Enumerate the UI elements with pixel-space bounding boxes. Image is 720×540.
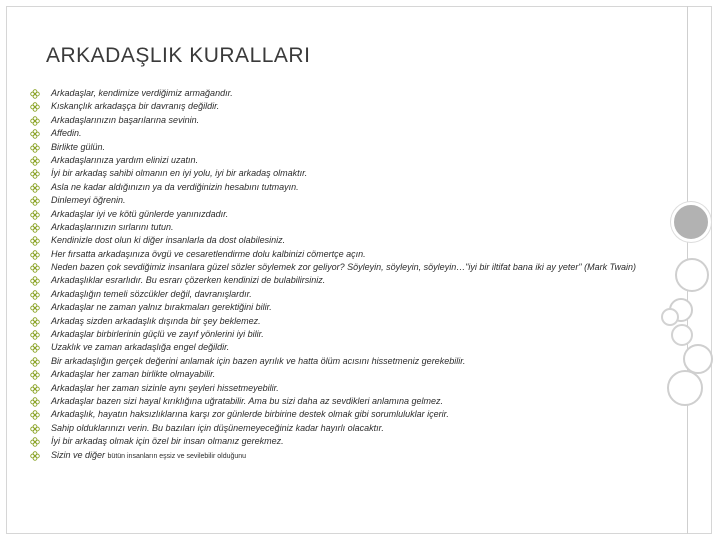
cross-flower-bullet-icon [30, 196, 40, 206]
rule-text: Arkadaşlar bazen sizi hayal kırıklığına uğratabilir. Ama bu sizi daha az sevdikleri anlamına gelmez. [51, 395, 444, 406]
rule-item [30, 317, 670, 329]
rule-item [30, 102, 670, 114]
rule-text: İyi bir arkadaş sahibi olmanın en iyi yolu, iyi bir arkadaş olmaktır. [51, 168, 308, 179]
rule-text: bütün insanların eşsiz ve sevilebilir olduğunu [107, 452, 247, 460]
decorative-circle [675, 258, 709, 292]
rule-text: Arkadaşlar iyi ve kötü günlerde yanınızdadır. [51, 208, 229, 219]
rule-item [30, 236, 670, 248]
cross-flower-bullet-icon [30, 156, 40, 166]
rule-item [30, 250, 670, 262]
rule-text: Arkadaşlık, hayatın haksızlıklarına karşı zor günlerde birbirine destek olmak gibi sorumluluklar içerir. [51, 409, 449, 420]
rule-item [30, 89, 670, 101]
cross-flower-bullet-icon [30, 451, 40, 461]
cross-flower-bullet-icon [30, 183, 40, 193]
slide-title: ARKADAŞLIK KURALLARI [46, 44, 311, 67]
rule-text: Sahip olduklarınızı verin. Bu bazıları için düşünemeyeceğiniz kadar hayırlı olacaktır. [51, 422, 384, 433]
cross-flower-bullet-icon [30, 303, 40, 313]
rule-item [30, 276, 670, 288]
cross-flower-bullet-icon [30, 343, 40, 353]
cross-flower-bullet-icon [30, 169, 40, 179]
rule-text: Arkadaşlar her zaman sizinle aynı şeyleri hissetmeyebilir. [51, 382, 279, 393]
rules-list [30, 89, 670, 464]
rule-text: Arkadaşlığın temeli sözcükler değil, davranışlardır. [51, 288, 252, 299]
rule-text: Arkadaşlarınıza yardım elinizi uzatın. [51, 154, 199, 165]
rule-item [30, 424, 670, 436]
decorative-circle [671, 202, 711, 242]
rule-item [30, 116, 670, 128]
rule-text: Arkadaş sizden arkadaşlık dışında bir şey beklemez. [51, 315, 261, 326]
rule-text: Affedin. [51, 128, 82, 139]
cross-flower-bullet-icon [30, 210, 40, 220]
cross-flower-bullet-icon [30, 116, 40, 126]
rule-text: Birlikte gülün. [51, 141, 106, 152]
rule-text: Arkadaşlıklar esrarlıdır. Bu esrarı çözerken kendinizi de bulabilirsiniz. [51, 275, 326, 286]
rule-item [30, 143, 670, 155]
cross-flower-bullet-icon [30, 89, 40, 99]
rule-item [30, 129, 670, 141]
cross-flower-bullet-icon [30, 102, 40, 112]
cross-flower-bullet-icon [30, 276, 40, 286]
cross-flower-bullet-icon [30, 263, 40, 273]
cross-flower-bullet-icon [30, 384, 40, 394]
cross-flower-bullet-icon [30, 290, 40, 300]
cross-flower-bullet-icon [30, 129, 40, 139]
decorative-circle [667, 370, 703, 406]
rule-item [30, 303, 670, 315]
rule-item [30, 384, 670, 396]
rule-text: Neden bazen çok sevdiğimiz insanlara güzel sözler söylemek zor geliyor? Söyleyin, söyleyin, söyleyin…"iyi bir iltifat bana iki ay yeter" (Mark Twain) [51, 262, 636, 273]
rule-item [30, 290, 670, 302]
rule-text: Arkadaşlarınızın sırlarını tutun. [51, 221, 174, 232]
rule-text: Arkadaşlar her zaman birlikte olmayabilir. [51, 369, 216, 380]
rule-text: Arkadaşlar ne zaman yalnız bırakmaları gerektiğini bilir. [51, 302, 272, 313]
cross-flower-bullet-icon [30, 424, 40, 434]
cross-flower-bullet-icon [30, 370, 40, 380]
rule-text: Dinlemeyi öğrenin. [51, 195, 126, 206]
decorative-circle [671, 324, 693, 346]
cross-flower-bullet-icon [30, 330, 40, 340]
rule-item [30, 437, 670, 449]
rule-item [30, 196, 670, 208]
rule-item [30, 156, 670, 168]
rule-item [30, 370, 670, 382]
cross-flower-bullet-icon [30, 250, 40, 260]
cross-flower-bullet-icon [30, 410, 40, 420]
rule-item [30, 397, 670, 409]
rule-text: Kendinizle dost olun ki diğer insanlarla da dost olabilesiniz. [51, 235, 286, 246]
rule-text: Her fırsatta arkadaşınıza övgü ve cesaretlendirme dolu kalbinizi cömertçe açın. [51, 248, 366, 259]
cross-flower-bullet-icon [30, 236, 40, 246]
rule-text: Arkadaşlar birbirlerinin güçlü ve zayıf yönlerini iyi bilir. [51, 329, 264, 340]
rule-item [30, 210, 670, 222]
rule-item [30, 451, 670, 463]
rule-item [30, 169, 670, 181]
rule-text: Uzaklık ve zaman arkadaşlığa engel değildir. [51, 342, 230, 353]
rule-item [30, 330, 670, 342]
cross-flower-bullet-icon [30, 357, 40, 367]
rule-text: Kıskançlık arkadaşça bir davranış değildir. [51, 101, 220, 112]
cross-flower-bullet-icon [30, 143, 40, 153]
rule-text: Asla ne kadar aldığınızın ya da verdiğinizin hesabını tutmayın. [51, 181, 299, 192]
rule-text: Bir arkadaşlığın gerçek değerini anlamak için bazen ayrılık ve hatta ölüm acısını hissetmeniz gerekebilir. [51, 355, 466, 366]
rule-item [30, 263, 670, 275]
rule-text: Sizin ve diğer [51, 449, 108, 460]
rule-item [30, 357, 670, 369]
cross-flower-bullet-icon [30, 437, 40, 447]
rule-item [30, 343, 670, 355]
cross-flower-bullet-icon [30, 317, 40, 327]
rule-text: İyi bir arkadaş olmak için özel bir insan olmanız gerekmez. [51, 436, 284, 447]
decorative-circles [665, 0, 711, 540]
cross-flower-bullet-icon [30, 223, 40, 233]
rule-item [30, 223, 670, 235]
rule-item [30, 183, 670, 195]
rule-text: Arkadaşlar, kendimize verdiğimiz armağandır. [51, 88, 233, 98]
rule-item [30, 410, 670, 422]
rule-text: Arkadaşlarınızın başarılarına sevinin. [51, 114, 200, 125]
cross-flower-bullet-icon [30, 397, 40, 407]
